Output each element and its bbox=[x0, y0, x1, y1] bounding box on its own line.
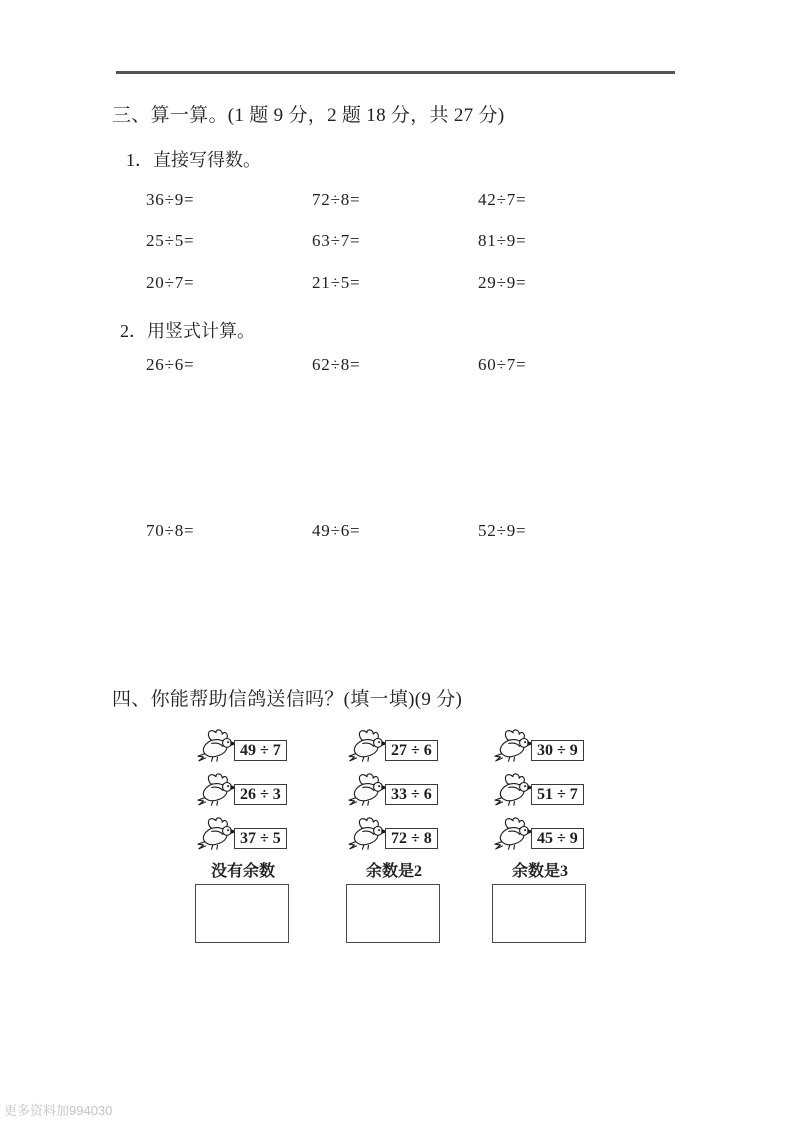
dove-icon bbox=[196, 728, 236, 764]
pigeon-row bbox=[194, 814, 292, 852]
answer-box[interactable] bbox=[492, 884, 586, 943]
expression-box: 51 ÷ 7 bbox=[531, 784, 584, 805]
expression-box: 26 ÷ 3 bbox=[234, 784, 287, 805]
group-label: 没有余数 bbox=[210, 863, 275, 880]
pigeon-row bbox=[345, 814, 443, 852]
pigeon-row bbox=[194, 770, 292, 808]
dove-icon bbox=[493, 772, 533, 808]
expression-box: 30 ÷ 9 bbox=[531, 740, 584, 761]
expression-box: 33 ÷ 6 bbox=[385, 784, 438, 805]
dove-icon bbox=[347, 816, 387, 852]
pigeon-row bbox=[345, 770, 443, 808]
quick-problem: 63÷7= bbox=[312, 231, 361, 250]
pigeon-row bbox=[194, 726, 292, 764]
dove-icon bbox=[196, 816, 236, 852]
pigeon-row bbox=[345, 726, 443, 764]
dove-icon bbox=[493, 816, 533, 852]
group-label: 余数是2 bbox=[365, 863, 422, 880]
section3-heading: 三、算一算。(1 题 9 分，2 题 18 分，共 27 分) bbox=[112, 105, 505, 126]
expression-box: 27 ÷ 6 bbox=[385, 740, 438, 761]
pigeon-row bbox=[491, 770, 589, 808]
vertical-calc-problem: 49÷6= bbox=[312, 521, 361, 540]
vertical-calc-problem: 26÷6= bbox=[146, 355, 195, 374]
watermark-text: 更多资料加994030 bbox=[4, 1103, 113, 1118]
expression-box: 72 ÷ 8 bbox=[385, 828, 438, 849]
dove-icon bbox=[347, 728, 387, 764]
group-label: 余数是3 bbox=[511, 863, 568, 880]
pigeon-group-remainder-2 bbox=[345, 726, 443, 943]
answer-box[interactable] bbox=[195, 884, 289, 943]
pigeon-row bbox=[491, 726, 589, 764]
section4-heading: 四、你能帮助信鸽送信吗？(填一填)(9 分) bbox=[112, 689, 463, 710]
vertical-calc-problem: 52÷9= bbox=[478, 521, 527, 540]
expression-box: 49 ÷ 7 bbox=[234, 740, 287, 761]
quick-problem: 25÷5= bbox=[146, 231, 195, 250]
quick-problem: 29÷9= bbox=[478, 273, 527, 292]
pigeon-row bbox=[491, 814, 589, 852]
quick-problem: 21÷5= bbox=[312, 273, 361, 292]
quick-problem: 20÷7= bbox=[146, 273, 195, 292]
expression-box: 45 ÷ 9 bbox=[531, 828, 584, 849]
vertical-calc-problem: 70÷8= bbox=[146, 521, 195, 540]
answer-box[interactable] bbox=[346, 884, 440, 943]
dove-icon bbox=[347, 772, 387, 808]
vertical-calc-problem: 60÷7= bbox=[478, 355, 527, 374]
pigeon-group-remainder-3 bbox=[491, 726, 589, 943]
section3-sub2-label: 2．用竖式计算。 bbox=[120, 321, 255, 341]
dove-icon bbox=[196, 772, 236, 808]
expression-box: 37 ÷ 5 bbox=[234, 828, 287, 849]
vertical-calc-problem: 62÷8= bbox=[312, 355, 361, 374]
quick-problem: 42÷7= bbox=[478, 190, 527, 209]
dove-icon bbox=[493, 728, 533, 764]
quick-problem: 36÷9= bbox=[146, 190, 195, 209]
quick-problem: 81÷9= bbox=[478, 231, 527, 250]
pigeon-group-no-remainder bbox=[194, 726, 292, 943]
quick-problem: 72÷8= bbox=[312, 190, 361, 209]
section3-sub1-label: 1．直接写得数。 bbox=[126, 150, 261, 170]
top-divider-rule bbox=[116, 71, 675, 74]
